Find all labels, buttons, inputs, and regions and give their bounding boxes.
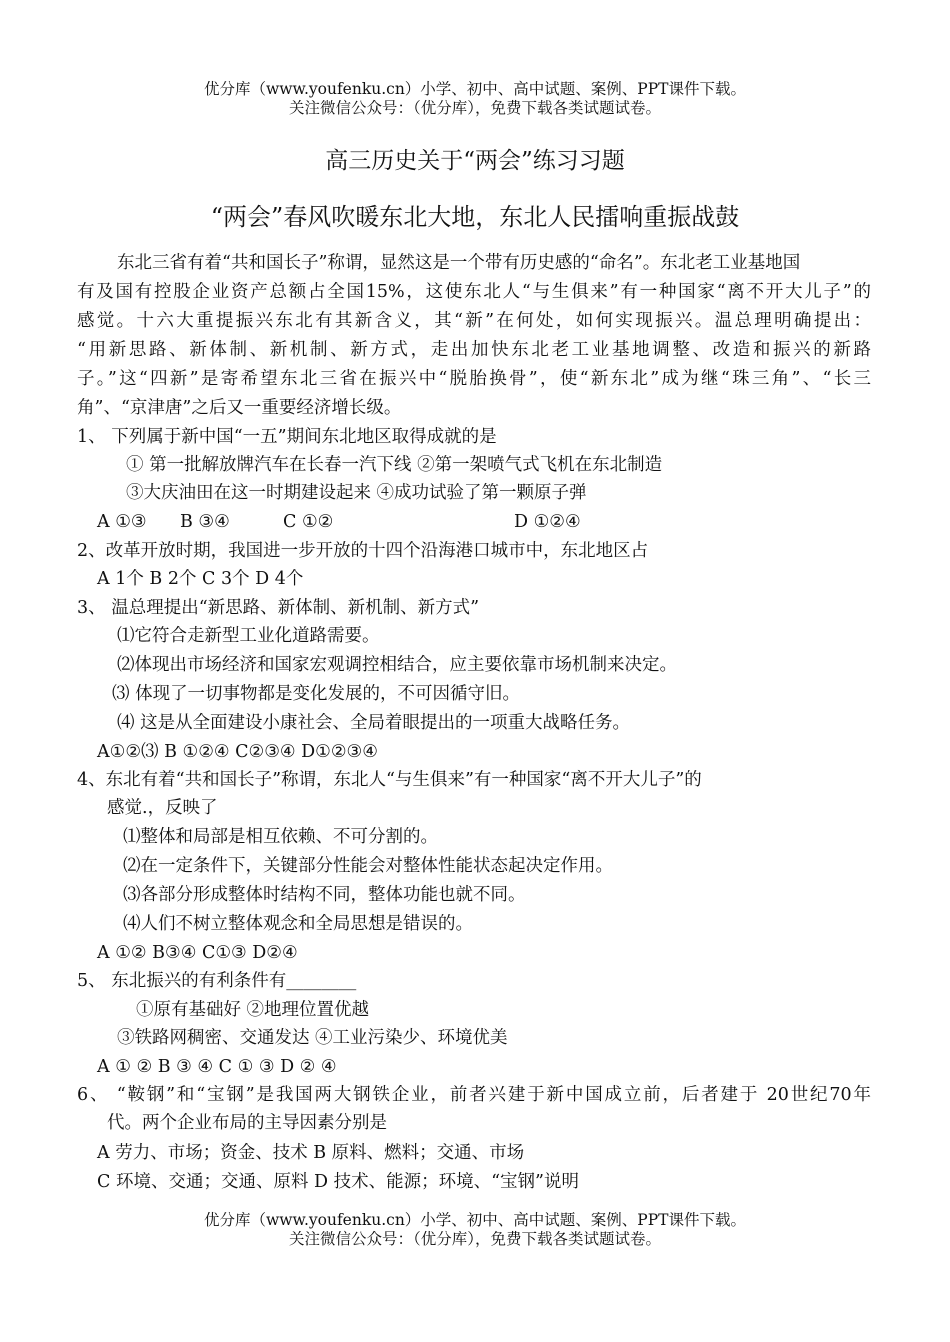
header-line-1: 优分库（www.youfenku.cn）小学、初中、高中试题、案例、PPT课件下载。 bbox=[203, 80, 747, 98]
q3-item-3: ⑶ 体现了一切事物都是变化发展的，不可因循守旧。 bbox=[112, 684, 521, 704]
q1-item-1: ① 第一批解放牌汽车在长春一汽下线 ②第一架喷气式飞机在东北制造 bbox=[126, 455, 663, 475]
q1-item-2: ③大庆油田在这一时期建设起来 ④成功试验了第一颗原子弹 bbox=[126, 483, 587, 503]
q5-item-2: ③铁路网稠密、交通发达 ④工业污染少、环境优美 bbox=[117, 1028, 508, 1048]
q6-stem-continued: 代。两个企业布局的主导因素分别是 bbox=[107, 1113, 387, 1133]
q3-item-1: ⑴它符合走新型工业化道路需要。 bbox=[117, 626, 380, 646]
intro-line-3: 感觉。十六大重提振兴东北有其新含义，其“新”在何处，如何实现振兴。温总理明确提出： bbox=[77, 311, 871, 331]
footer-line-2: 关注微信公众号：（优分库），免费下载各类试题试卷。 bbox=[288, 1230, 661, 1248]
q2-stem: 2、改革开放时期，我国进一步开放的十四个沿海港口城市中，东北地区占 bbox=[77, 541, 649, 561]
intro-line-5: 子。”这“四新”是寄希望东北三省在振兴中“脱胎换骨”，使“新东北”成为继“珠三角”、“长三 bbox=[77, 369, 871, 389]
q3-item-2: ⑵体现出市场经济和国家宏观调控相结合，应主要依靠市场机制来决定。 bbox=[117, 655, 677, 675]
q4-item-2: ⑵在一定条件下，关键部分性能会对整体性能状态起决定作用。 bbox=[123, 856, 613, 876]
footer-line-1: 优分库（www.youfenku.cn）小学、初中、高中试题、案例、PPT课件下载。 bbox=[203, 1211, 747, 1229]
q3-options: A①②⑶ B ①②④ C②③④ D①②③④ bbox=[97, 742, 378, 762]
q6-stem: 6、 “鞍钢”和“宝钢”是我国两大钢铁企业，前者兴建于新中国成立前，后者建于 20世纪70年 bbox=[77, 1085, 871, 1105]
q2-options: A 1个 B 2个 C 3个 D 4个 bbox=[97, 569, 304, 589]
q3-item-4: ⑷ 这是从全面建设小康社会、全局着眼提出的一项重大战略任务。 bbox=[117, 713, 631, 733]
q5-options: A ① ② B ③ ④ C ① ③ D ② ④ bbox=[97, 1057, 337, 1077]
q6-options-c-d: C 环境、交通；交通、原料 D 技术、能源；环境、“宝钢”说明 bbox=[97, 1172, 580, 1192]
q5-item-1: ①原有基础好 ②地理位置优越 bbox=[136, 1000, 370, 1020]
intro-line-4: “用新思路、新体制、新机制、新方式，走出加快东北老工业基地调整、改造和振兴的新路 bbox=[77, 340, 871, 360]
document-title: 高三历史关于“两会”练习习题 bbox=[325, 148, 625, 174]
q4-stem-continued: 感觉.，反映了 bbox=[107, 798, 218, 818]
q1-option-d: D ①②④ bbox=[514, 512, 581, 532]
intro-line-1: 东北三省有着“共和国长子”称谓，显然这是一个带有历史感的“命名”。东北老工业基地国 bbox=[117, 253, 801, 273]
q4-item-1: ⑴整体和局部是相互依赖、不可分割的。 bbox=[123, 827, 438, 847]
q1-option-c: C ①② bbox=[283, 512, 334, 532]
header-line-2: 关注微信公众号：（优分库），免费下载各类试题试卷。 bbox=[288, 99, 661, 117]
intro-line-6: 角”、“京津唐”之后又一重要经济增长级。 bbox=[77, 398, 402, 418]
q6-options-a-b: A 劳力、市场；资金、技术 B 原料、燃料；交通、市场 bbox=[97, 1143, 525, 1163]
document-subtitle: “两会”春风吹暖东北大地，东北人民擂响重振战鼓 bbox=[210, 203, 740, 231]
q4-stem: 4、东北有着“共和国长子”称谓，东北人“与生俱来”有一种国家“离不开大儿子”的 bbox=[77, 770, 702, 790]
q1-option-b: B ③④ bbox=[180, 512, 230, 532]
q5-stem: 5、 东北振兴的有利条件有________ bbox=[77, 971, 357, 991]
intro-line-2: 有及国有控股企业资产总额占全国15%，这使东北人“与生俱来”有一种国家“离不开大儿子”的 bbox=[77, 282, 871, 302]
q4-item-3: ⑶各部分形成整体时结构不同，整体功能也就不同。 bbox=[123, 885, 526, 905]
q1-stem: 1、 下列属于新中国“一五”期间东北地区取得成就的是 bbox=[77, 427, 497, 447]
q1-option-a: A ①③ bbox=[97, 512, 147, 532]
q4-item-4: ⑷人们不树立整体观念和全局思想是错误的。 bbox=[123, 914, 473, 934]
q4-options: A ①② B③④ C①③ D②④ bbox=[97, 943, 298, 963]
q3-stem: 3、 温总理提出“新思路、新体制、新机制、新方式” bbox=[77, 598, 480, 618]
